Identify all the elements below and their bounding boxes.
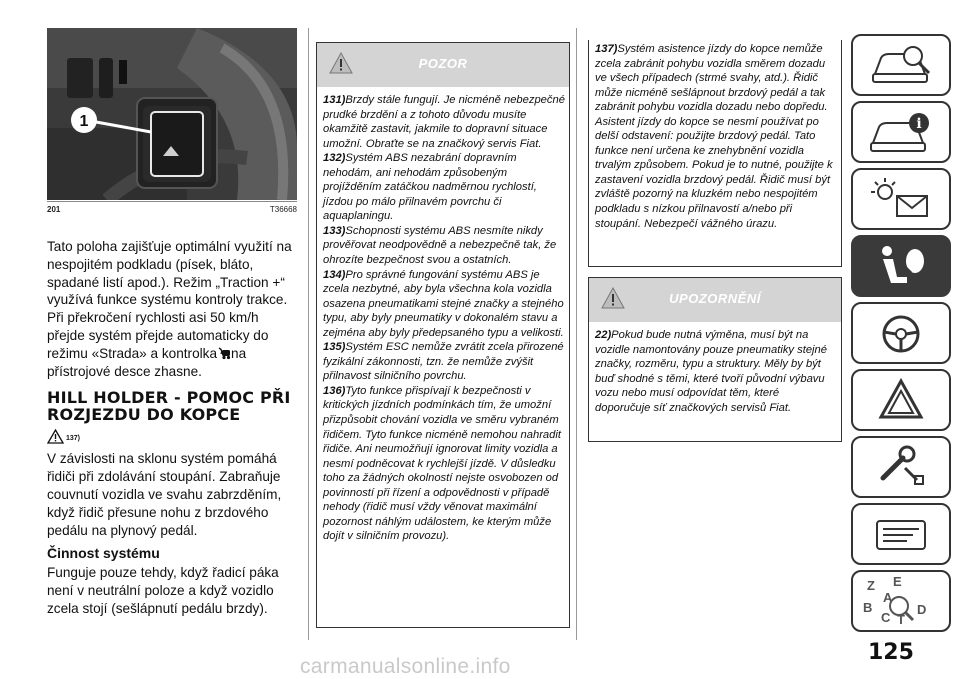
note-136: 136)Tyto funkce přispívají k bezpečnosti v kritických jízdních podmínkách tím, že umožní přizpůsobit chování vozidla ve směru vybraném řidičem. Tyto funkce nicméně nemohou nahradit řidiče. Ani neumožňují ignorovat limity vozidla a nesmí podněcovat k rychlejší jízdě. V důsledku toho za žádných okolností nejste osvobozen od povinností při řízení a odpovědnosti v případě nehody (řidič musí vždy věnovat maximální pozornost náhlým událostem, ke kterým může dojít v silničním provozu). (323, 384, 561, 543)
tab-warning-lights[interactable] (851, 168, 951, 230)
note-132: 132)Systém ABS nezabrání dopravním nehodám, ani nehodám způsobeným projížděním zatáčkou nadměrnou rychlostí, jízdou po málo přilnavém povrchu či aquaplaningu. (323, 152, 537, 223)
svg-text:E: E (893, 574, 902, 589)
column-divider (308, 28, 309, 640)
intro-text: Tato poloha zajišťuje optimální využití na nespojitém podkladu (písek, bláto, spadané listí apod.). Režim „Traction +“ využívá funkce systému kontroly trakce. Při překročení rychlosti asi 50 km/h přejde systém přejde automaticky do režimu «Strada» a kontrolka (47, 239, 292, 361)
warning-reference (47, 427, 299, 447)
index-letters-icon (853, 572, 949, 630)
note-137-box (588, 40, 842, 267)
steering-wheel-icon (853, 304, 949, 362)
section-paragraph: V závislosti na sklonu systém pomáhá řidiči při zdolávání stoupání. Zabraňuje couvnutí vozidla ve svahu zabrzděním, když řidič přesune nohu z brzdového pedálu na plynový pedál. (47, 451, 282, 538)
page-number: 125 (868, 640, 914, 665)
note-134: 134)Pro správné fungování systému ABS je zcela nezbytné, aby byla všechna kola vozidla osazena pneumatikami stejné značky a stejného typu, aby byly pneumatiky v dokonalém stavu a zejména aby byly předepsaného typu a velikosti. (323, 268, 564, 339)
callout-number: 1 (79, 113, 89, 130)
upozorneni-body (589, 322, 841, 415)
emergency-icon (853, 371, 949, 429)
maintenance-wrench-icon (853, 438, 949, 496)
svg-text:Z: Z (867, 578, 875, 593)
reference-number: 137) (66, 435, 81, 443)
note-131: 131)Brzdy stále fungují. Je nicméně nebezpečné prudké brzdění a z tohoto důvodu musíte okamžitě zastavit, jakmile to dopravní situace umožní. Obraťte se na značkový servis Fiat. (323, 94, 565, 150)
upozorneni-header (589, 278, 841, 322)
car-search-icon (853, 36, 949, 94)
tab-airbag-safety[interactable] (851, 235, 951, 297)
intro-paragraph (47, 238, 299, 380)
airbag-person-icon (853, 237, 949, 295)
upozorneni-box (588, 277, 842, 442)
svg-text:D: D (917, 602, 927, 617)
svg-text:B: B (863, 600, 873, 615)
intro-text-end: na přístrojové desce zhasne. (47, 345, 247, 379)
tab-car-search[interactable] (851, 34, 951, 96)
pozor-header (317, 43, 569, 87)
tab-driving[interactable] (851, 302, 951, 364)
pozor-body (317, 87, 569, 544)
pozor-title: POZOR (418, 56, 468, 71)
note-137: 137)Systém asistence jízdy do kopce nemůže zcela zabránit pohybu vozidla směrem dozadu ve všech případech (strmé svahy, atd.). Řidič může nicméně sešlápnout brzdový pedál a tak zabránit pohybu vozidla dozadu nebo dopředu. Asistent jízdy do kopce se nesmí používat po delší odstavení: použijte brzdový pedál. Tato funkce není určena ke znehybnění vozidla trvalým způsobem. Pokud je to nutné, použijte k zastavení vozidla brzdový pedál. Řidič musí být zvláště pozorný na kluzkém nebo nespojitém podkladu s nízkou přilnavostí a/nebo při stoupání. Nebezpečí vážného úrazu. (595, 43, 833, 230)
section-title-hill-holder: HILL HOLDER - POMOC PŘI ROZJEZDU DO KOPCE (47, 388, 291, 424)
warning-lights-icon (853, 170, 949, 228)
note-135: 135)Systém ESC nemůže zvrátit zcela přirozené fyzikální zákonnosti, tzn. že nemůže zvýšit přilnavost silničního povrchu. (323, 341, 564, 383)
pozor-box (316, 42, 570, 628)
tab-emergency[interactable] (851, 369, 951, 431)
technical-data-icon (853, 505, 949, 563)
upozorneni-title: UPOZORNĚNÍ (669, 291, 761, 306)
note-133: 133)Schopnosti systému ABS nesmíte nikdy prověřovat neodpovědně a nebezpečně tak, že ohrozíte bezpečnost svou a ostatních. (323, 224, 557, 267)
column-divider (576, 28, 577, 640)
svg-text:i: i (916, 116, 922, 132)
warning-triangle-icon (47, 429, 64, 444)
car-info-icon (853, 103, 949, 161)
main-text-column (47, 238, 299, 618)
note-22: 22)Pokud bude nutná výměna, musí být na vozidle namontovány pouze pneumatiky stejné značky, rozměru, typu a struktury. Měly by být buď shodné s těmi, které tvoří původní výbavu vozu nebo musí odpovídat těm, které doporučuje síť značkových servisů Fiat. (595, 329, 827, 414)
svg-text:T: T (897, 612, 905, 627)
tab-car-info[interactable] (851, 101, 951, 163)
figure-caption (47, 201, 297, 216)
watermark: carmanualsonline.info (300, 655, 511, 678)
svg-text:A: A (883, 590, 893, 605)
tab-technical-data[interactable] (851, 503, 951, 565)
subsection-title: Činnost systému (47, 545, 160, 562)
tab-index[interactable] (851, 570, 951, 632)
figure-code: T36668 (269, 205, 297, 214)
subsection-paragraph: Funguje pouze tehdy, když řadicí páka není v neutrální poloze a když vozidlo zcela stojí (sešlápnutí pedálu brzdy). (47, 565, 279, 616)
dashboard-photo (47, 28, 297, 200)
figure-number: 201 (47, 205, 61, 214)
traction-warning-icon (217, 347, 231, 360)
tab-maintenance[interactable] (851, 436, 951, 498)
svg-text:C: C (881, 610, 891, 625)
